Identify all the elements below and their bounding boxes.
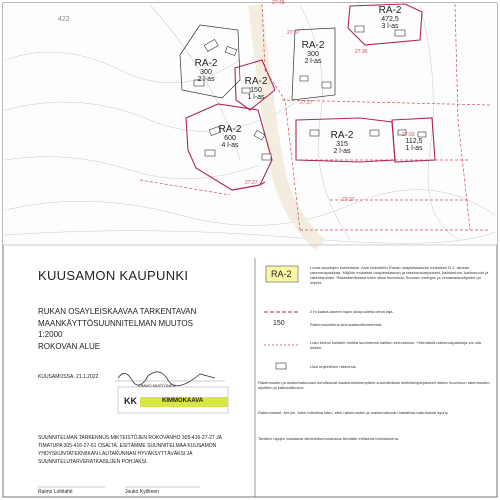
contour-label: 27:36 — [355, 49, 368, 55]
legend-building-text: Uusi ohjeellinen rakennus — [310, 364, 356, 369]
legend-note: Rakennukset, tiet ym. tulee toteuttaa siten, ettei rakennusten ja maisemakuvan haitallisia vaikutuksia synny. — [258, 410, 449, 415]
area-label-4: RA-2 472,5 3 l-as — [378, 5, 402, 30]
area-label-6: RA-2 315 2 l-as — [330, 130, 354, 155]
legend-note: Tonttien rajojen vastaavat kiinteistönmuodostus tehdään erillisenä toimituksena. — [258, 436, 399, 441]
contour-label: 27:37 — [287, 30, 300, 36]
legend-floors-text: Luku kertoo kullakin tontilla suurimman sallitun kerrosluvun. Yhtenäisiä rakennuspaikkoja voi olla useita. — [310, 340, 481, 350]
city-title: KUUSAMON KAUPUNKI — [38, 268, 189, 283]
legend-number-text: Rakennusoikeus kerrosalaneliömetreinä. — [310, 322, 383, 327]
company-initials: KK — [124, 396, 137, 406]
signer-bottom-2: Jouko Kyllönen — [125, 489, 159, 495]
legend-ra2-code: RA-2 — [271, 269, 292, 279]
area-label-5: RA-2 600 4 l-as — [218, 124, 242, 149]
plot-number: 422 — [58, 16, 70, 23]
area-label-1: RA-2 300 2 l-as — [194, 58, 218, 83]
contour-label: 27:27 — [342, 197, 355, 203]
contour-label: 27:45 — [272, 0, 285, 6]
area-label-3: RA-2 300 2 l-as — [301, 40, 325, 65]
legend-boundary-text: 2 m kaava-alueen rajan ulkopuolella oleva raja. — [310, 309, 394, 314]
legend-note: Rakennusten ja maisemakuvaan kohdistuvat laadutustoimenpiteet suunnitellaan kiinteistöpohjaisesti ottaen huomioon rakennusten sijoittelu ja kattokaltevuus. — [258, 380, 490, 390]
signer-1-name: KIMMO MUSTONEN — [138, 383, 176, 388]
approval-text: SUUNNITELMAN TARKENNUS MIKTEISTÖJEN ROKOVANHO 305-416-27-27 JA TIMATUPA 305-416-27-61 OSALTA. ESITÄMME SUUNNITELMAA KUUSAMON YHDYSKUNTATEKNIIKAN LAUTAKUNNAN HYVÄKSYTTÄVÄKSI JA SUUNNITELUTARVERATKAISUJEN POHJAKSI. — [38, 435, 222, 465]
company-name: KIMMOKAAVA — [162, 398, 204, 404]
signer-bottom-1: Raimo Lohilahti — [38, 489, 73, 495]
area-label-2: RA-2 150 1 l-as — [244, 76, 268, 101]
legend-number-sample: 150 — [273, 320, 285, 327]
legend-building-sample — [276, 363, 286, 369]
legend-ra2-text: Loma-asuntojen korttelialue. Alue tarkoitettu Rukan osayleiskaavan mukaisen R-2 -aluean rakennuspaikkaa. Miljöön mukaiset osayleiskaavan ja rakennustarjoukset, kalliokehon, kattomuoto ja rakentaminen. Rakentamisessa tulee ottaa huomioon Suomen energia- ja vesiasiantuntijoiden ja ohjeet. — [310, 265, 489, 285]
area-label-7: 112,5 1 l-as — [405, 138, 423, 152]
plan-date: KUUSAMOSSA, 21.1.2022 — [38, 374, 99, 380]
contour-label: 27:93 — [402, 132, 415, 138]
plan-title: RUKAN OSAYLEISKAAVAA TARKENTAVAN MAANKÄYTTÖSUUNNITELMAN MUUTOS 1:2000 ROKOVAN ALUE — [38, 307, 197, 351]
contour-label: 27:27 — [300, 100, 313, 106]
contour-label: 27:27 — [245, 180, 258, 186]
